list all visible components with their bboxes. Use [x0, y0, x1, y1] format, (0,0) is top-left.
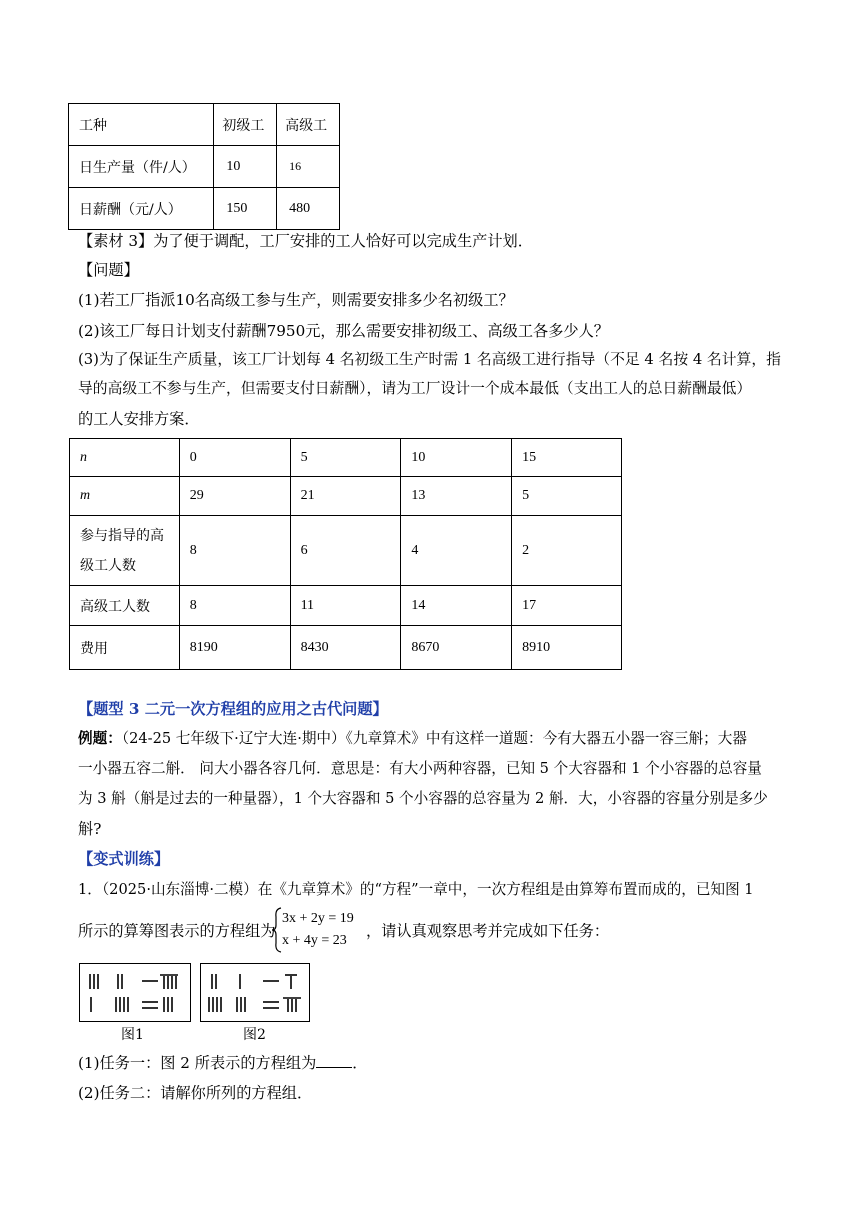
- table-cell: 480: [277, 188, 340, 230]
- table-cell: 14: [401, 586, 512, 626]
- table-row: [69, 188, 340, 230]
- table-cell: 10: [401, 439, 512, 477]
- question-3-line-3: 的工人安排方案．: [78, 410, 200, 428]
- problem-1-line-2-after: ，请认真观察思考并完成如下任务：: [366, 922, 609, 940]
- table-cell: 8430: [290, 626, 401, 670]
- table-cell: 15: [512, 439, 622, 477]
- table-cell: 29: [179, 477, 290, 516]
- variant-heading: 【变式训练】: [78, 850, 170, 868]
- table-cell: 10: [214, 146, 277, 188]
- table-cell: 8910: [512, 626, 622, 670]
- table-cell: 0: [179, 439, 290, 477]
- question-3-line-2: 导的高级工不参与生产，但需要支付日薪酬），请为工厂设计一个成本最低（支出工人的总日薪酬最低）: [78, 380, 752, 397]
- question-2: (2)该工厂每日计划支付薪酬7950元，那么需要安排初级工、高级工各多少人？: [78, 322, 609, 340]
- figure-2-counting-rods: [200, 963, 310, 1022]
- table-row: [70, 439, 622, 477]
- problem-1-line-1: 1．（2025·山东淄博·二模）在《九章算术》的“方程”一章中，一次方程组是由算筹布置而成的，已知图 1: [78, 881, 754, 898]
- equation-system: [282, 908, 354, 952]
- wage-table-header-row: [69, 104, 340, 146]
- table-cell: 13: [401, 477, 512, 516]
- example-text: （24-25 七年级下·辽宁大连·期中）《九章算术》中有这样一道题：今有大器五小器一容三斛；大器: [121, 730, 747, 747]
- example-line-3: 为 3 斛（斛是过去的一种量器），1 个大容器和 5 个小容器的总容量为 2 斛．大，小容器的容量分别是多少: [78, 790, 768, 807]
- table-cell: 5: [512, 477, 622, 516]
- figure-1-counting-rods: [79, 963, 191, 1022]
- table-cell: n: [70, 439, 180, 477]
- table-cell: 初级工: [214, 104, 277, 146]
- table-cell: 工种: [69, 104, 214, 146]
- figure-2-caption: 图2: [243, 1027, 266, 1043]
- table-cell: 日生产量（件/人）: [69, 146, 214, 188]
- figure-1-caption: 图1: [121, 1027, 144, 1043]
- table-cell: 高级工: [277, 104, 340, 146]
- table-cell: m: [70, 477, 180, 516]
- material-3: 【素材 3】为了便于调配，工厂安排的工人恰好可以完成生产计划．: [78, 232, 533, 250]
- table-cell: 8: [179, 586, 290, 626]
- table-row: [70, 516, 622, 586]
- table-row: [70, 626, 622, 670]
- answer-blank: [316, 1053, 352, 1068]
- table-cell: 150: [214, 188, 277, 230]
- table-row: [70, 586, 622, 626]
- problem-1-line-2-before: 所示的算筹图表示的方程组为: [78, 922, 276, 940]
- plan-table: [69, 438, 622, 670]
- table-cell: 11: [290, 586, 401, 626]
- task-1-text: (1)任务一：图 2 所表示的方程组为: [78, 1054, 317, 1072]
- example-label: 例题：: [78, 730, 122, 747]
- table-cell: 高级工人数: [70, 586, 180, 626]
- table-cell: 8: [179, 516, 290, 586]
- example-line-2: 一小器五容二斛． 问大小器各容几何．意思是：有大小两种容器，已知 5 个大容器和 1 个小容器的总容量: [78, 760, 762, 777]
- example-line-4: 斛?: [78, 820, 102, 838]
- table-cell: 6: [290, 516, 401, 586]
- table-row: [70, 477, 622, 516]
- table-cell: 参与指导的高级工人数: [70, 516, 180, 586]
- task-1-end: ．: [352, 1054, 368, 1072]
- type-3-heading: 【题型 3 二元一次方程组的应用之古代问题】: [78, 700, 388, 718]
- table-cell: 17: [512, 586, 622, 626]
- equation-1: 3x + 2y = 19: [282, 911, 354, 926]
- question-3-line-1: (3)为了保证生产质量，该工厂计划每 4 名初级工生产时需 1 名高级工进行指导（不足 4 名按 4 名计算，指: [78, 351, 781, 368]
- table-cell: 日薪酬（元/人）: [69, 188, 214, 230]
- example-line-1: [78, 728, 747, 750]
- table-cell: 8190: [179, 626, 290, 670]
- table-cell: 8670: [401, 626, 512, 670]
- table-cell: 2: [512, 516, 622, 586]
- task-1: [78, 1052, 367, 1074]
- counting-rods-icon: [80, 964, 190, 1021]
- counting-rods-icon: [201, 964, 309, 1021]
- question-heading: 【问题】: [78, 261, 139, 279]
- table-cell: 16: [277, 146, 340, 188]
- table-row: [69, 146, 340, 188]
- wage-table: [68, 103, 340, 230]
- question-1: (1)若工厂指派10名高级工参与生产，则需要安排多少名初级工？: [78, 291, 514, 309]
- table-cell: 费用: [70, 626, 180, 670]
- table-cell: 5: [290, 439, 401, 477]
- table-cell: 4: [401, 516, 512, 586]
- table-cell: 21: [290, 477, 401, 516]
- equation-2: x + 4y = 23: [282, 933, 347, 948]
- task-2: (2)任务二：请解你所列的方程组．: [78, 1084, 313, 1102]
